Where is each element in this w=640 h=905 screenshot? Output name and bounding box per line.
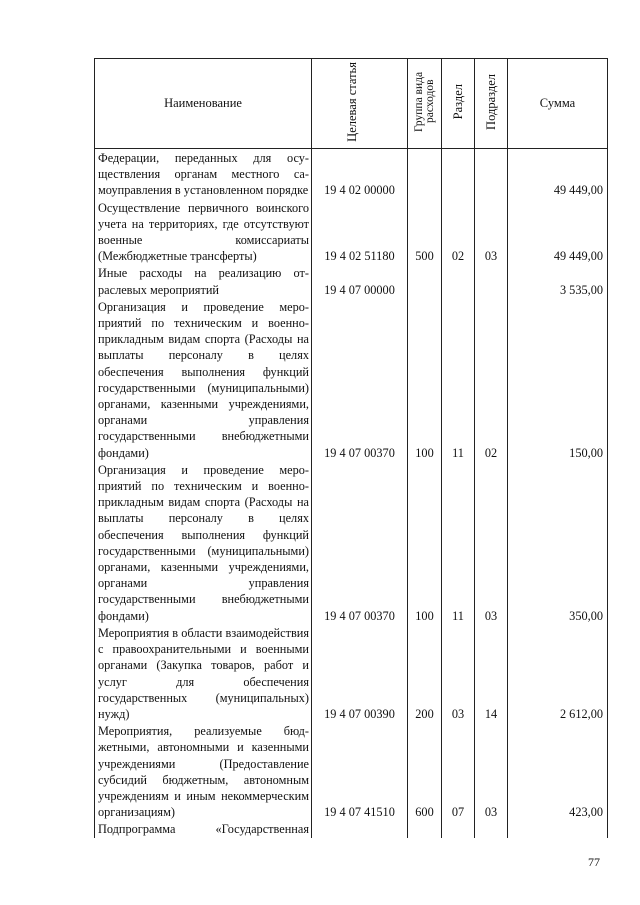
row-code: 19 4 07 00370 — [312, 298, 408, 461]
row-subsection — [475, 264, 508, 297]
row-subsection: 03 — [475, 722, 508, 820]
row-group: 100 — [408, 461, 442, 624]
row-group: 100 — [408, 298, 442, 461]
row-section: 11 — [442, 461, 475, 624]
table-row — [95, 149, 608, 199]
row-subsection — [475, 820, 508, 837]
table-row — [95, 199, 608, 265]
row-sum: 49 449,00 — [508, 199, 608, 265]
row-name: Мероприятия в области взаимодействия с правоохранительными и военными органами (Закупка товаров, работ и услуг для обеспечения государственных (муниципальных) нужд) — [95, 624, 312, 722]
header-subsection-cell — [475, 59, 508, 149]
page-number: 77 — [588, 855, 600, 869]
table-row — [95, 820, 608, 837]
row-code: 19 4 07 00370 — [312, 461, 408, 624]
row-subsection: 14 — [475, 624, 508, 722]
row-sum: 49 449,00 — [508, 149, 608, 199]
row-group — [408, 820, 442, 837]
header-name: Наименование — [95, 59, 312, 149]
row-name: Иные расходы на реализацию отраслевых мероприятий — [95, 264, 312, 297]
row-name: Организация и проведение мероприятий по техническим и военноприкладным видам спорта (Расходы на выплаты персоналу в целях обеспечения выполнения функций государственными (муниципальными) органами, казенными учреждениями, органами управления государственными внебюджетными фондами) — [95, 461, 312, 624]
row-section: 02 — [442, 199, 475, 265]
row-group: 200 — [408, 624, 442, 722]
row-name: Подпрограмма «Государственная — [95, 820, 312, 837]
header-section: Раздел — [451, 83, 465, 120]
row-subsection: 02 — [475, 298, 508, 461]
table-row — [95, 722, 608, 820]
row-sum: 3 535,00 — [508, 264, 608, 297]
row-name: Организация и проведение мероприятий по техническим и военноприкладным видам спорта (Расходы на выплаты персоналу в целях обеспечения выполнения функций государственными (муниципальными) органами, казенными учреждениями, органами управления государственными внебюджетными фондами) — [95, 298, 312, 461]
header-group: Группа вида расходов — [412, 71, 436, 132]
table-row — [95, 624, 608, 722]
row-code: 19 4 02 00000 — [312, 149, 408, 199]
table-row — [95, 461, 608, 624]
header-section-cell — [442, 59, 475, 149]
row-name: Федерации, переданных для осуществления органам местного самоуправления в установленном порядке — [95, 149, 312, 199]
table-row — [95, 298, 608, 461]
row-group — [408, 264, 442, 297]
row-group: 500 — [408, 199, 442, 265]
header-code-cell — [312, 59, 408, 149]
row-section — [442, 264, 475, 297]
row-code: 19 4 07 41510 — [312, 722, 408, 820]
row-sum: 423,00 — [508, 722, 608, 820]
row-code: 19 4 02 51180 — [312, 199, 408, 265]
row-code — [312, 820, 408, 837]
row-group: 600 — [408, 722, 442, 820]
row-sum: 350,00 — [508, 461, 608, 624]
row-section: 11 — [442, 298, 475, 461]
row-sum: 2 612,00 — [508, 624, 608, 722]
header-code: Целевая статья — [344, 61, 359, 142]
table-row — [95, 264, 608, 297]
row-name: Мероприятия, реализуемые бюджетными, автономными и казенными учреждениями (Предоставление субсидий бюджетным, автономным учреждениям и иным некоммерческим организациям) — [95, 722, 312, 820]
row-code: 19 4 07 00390 — [312, 624, 408, 722]
row-sum — [508, 820, 608, 837]
header-sum: Сумма — [508, 59, 608, 149]
row-section — [442, 149, 475, 199]
table-header-row — [95, 59, 608, 149]
row-section: 07 — [442, 722, 475, 820]
header-group-cell — [408, 59, 442, 149]
header-subsection: Подраздел — [484, 73, 498, 130]
budget-table — [94, 58, 608, 838]
row-name: Осуществление первичного воинского учета на территориях, где отсутствуют военные комиссариаты (Межбюджетные трансферты) — [95, 199, 312, 265]
row-code: 19 4 07 00000 — [312, 264, 408, 297]
row-subsection: 03 — [475, 461, 508, 624]
row-sum: 150,00 — [508, 298, 608, 461]
row-subsection — [475, 149, 508, 199]
row-subsection: 03 — [475, 199, 508, 265]
row-group — [408, 149, 442, 199]
row-section — [442, 820, 475, 837]
row-section: 03 — [442, 624, 475, 722]
